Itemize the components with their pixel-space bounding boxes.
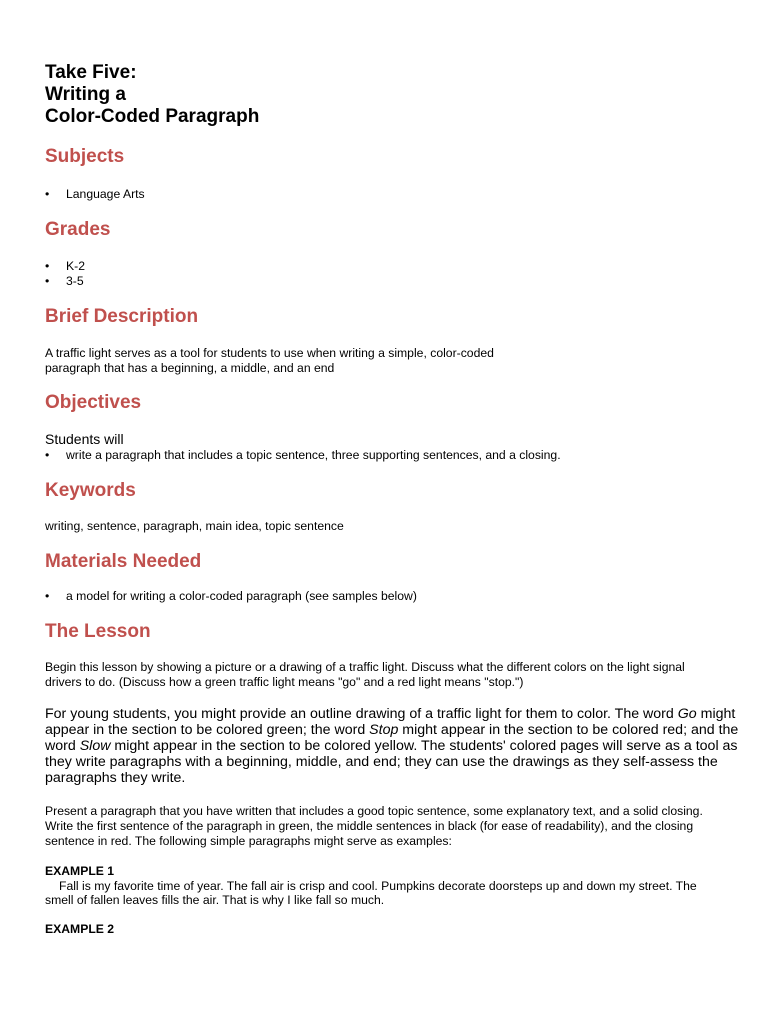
title-line-3: Color-Coded Paragraph (45, 106, 260, 127)
grades-item: • K-2 (45, 259, 85, 273)
lesson-paragraph-2-line: appear in the section to be colored green; the word Stop might appear in the section to be colored red; and the (45, 722, 739, 738)
objectives-item: • write a paragraph that includes a topic sentence, three supporting sentences, and a closing. (45, 448, 561, 462)
subjects-heading: Subjects (45, 146, 125, 167)
brief-description-heading: Brief Description (45, 306, 199, 327)
lesson-paragraph-1-line: Begin this lesson by showing a picture or a drawing of a traffic light. Discuss what the different colors on the light signal (45, 660, 685, 674)
example-2-label: EXAMPLE 2 (45, 922, 115, 936)
lesson-paragraph-1-line: drivers to do. (Discuss how a green traffic light means "go" and a red light means "stop.") (45, 675, 524, 689)
materials-heading: Materials Needed (45, 551, 202, 572)
title-line-1: Take Five: (45, 62, 137, 83)
lesson-paragraph-3-line: Present a paragraph that you have written that includes a good topic sentence, some explanatory text, and a solid closing. (45, 804, 703, 818)
lesson-heading: The Lesson (45, 621, 151, 642)
lesson-paragraph-2-line: they write paragraphs with a beginning, middle, and end; they can use the drawings as they self-assess the (45, 754, 718, 770)
brief-description-line: paragraph that has a beginning, a middle, and an end (45, 361, 335, 375)
example-1-line: smell of fallen leaves fills the air. That is why I like fall so much. (45, 893, 385, 907)
subjects-item: • Language Arts (45, 187, 145, 201)
example-1-line: Fall is my favorite time of year. The fall air is crisp and cool. Pumpkins decorate doorsteps up and down my street. The (59, 879, 697, 893)
keywords-text: writing, sentence, paragraph, main idea, topic sentence (45, 519, 344, 533)
brief-description-line: A traffic light serves as a tool for students to use when writing a simple, color-coded (45, 346, 494, 360)
objectives-intro: Students will (45, 431, 124, 447)
grades-item: • 3-5 (45, 274, 84, 288)
example-1-label: EXAMPLE 1 (45, 864, 115, 878)
lesson-paragraph-2-line: word Slow might appear in the section to be colored yellow. The students' colored pages will serve as a tool as (45, 738, 738, 754)
materials-item: • a model for writing a color-coded paragraph (see samples below) (45, 589, 417, 603)
lesson-paragraph-3-line: Write the first sentence of the paragraph in green, the middle sentences in black (for ease of readability), and the closing (45, 819, 694, 833)
objectives-heading: Objectives (45, 392, 142, 413)
lesson-paragraph-2-line: paragraphs they write. (45, 770, 186, 786)
lesson-paragraph-3-line: sentence in red. The following simple paragraphs might serve as examples: (45, 834, 452, 848)
keywords-heading: Keywords (45, 480, 136, 501)
title-line-2: Writing a (45, 84, 126, 105)
grades-heading: Grades (45, 219, 111, 240)
lesson-paragraph-2-line: For young students, you might provide an outline drawing of a traffic light for them to color. The word Go might (45, 706, 736, 722)
